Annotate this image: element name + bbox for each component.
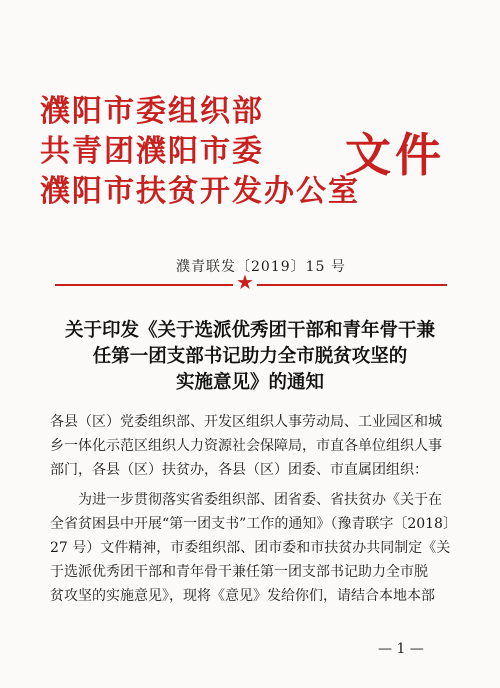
issuer-line: 濮阳市扶贫开发办公室 [40,174,360,209]
title-line: 实施意见》的通知 [175,372,324,393]
issuer-line: 濮阳市委组织部 [40,94,264,129]
title-line: 关于印发《关于选派优秀团干部和青年骨干兼 [64,320,435,341]
title-line: 任第一团支部书记助力全市脱贫攻坚的 [92,346,408,367]
issuing-agencies [40,92,360,212]
notice-body [50,410,457,608]
page-number: — 1 — [378,641,424,657]
addressee-block [50,410,450,482]
red-divider [55,270,447,294]
paragraph-line: 为进一步贯彻落实省委组织部、团省委、省扶贫办《关于在 [78,492,442,508]
document-mark: 文件 [345,128,445,182]
paragraph-line: 全省贫困县中开展“第一团支书”工作的通知》（豫青联字〔2018〕 [50,516,457,532]
addressee-line: 乡一体化示范区组织人力资源社会保障局，市直各单位组织人事 [50,438,442,454]
body-paragraph [50,488,457,608]
paragraph-line: 27 号）文件精神，市委组织部、团市委和市扶贫办共同制定《关 [50,540,451,556]
divider-rule-left [55,284,233,286]
notice-title [50,318,450,396]
star-icon: ★ [236,270,254,294]
paragraph-line: 贫攻坚的实施意见》，现将《意见》发给你们，请结合本地本部 [50,588,435,604]
addressee-line: 各县（区）党委组织部、开发区组织人事劳动局、工业园区和城 [50,414,442,430]
issuer-line: 共青团濮阳市委 [40,134,264,169]
addressee-line: 部门，各县（区）扶贫办，各县（区）团委、市直属团组织： [50,462,428,478]
paragraph-line: 于选派优秀团干部和青年骨干兼任第一团支部书记助力全市脱 [50,564,428,580]
divider-rule-right [257,284,447,286]
document-number: 濮青联发〔2019〕15 号 [176,259,346,275]
